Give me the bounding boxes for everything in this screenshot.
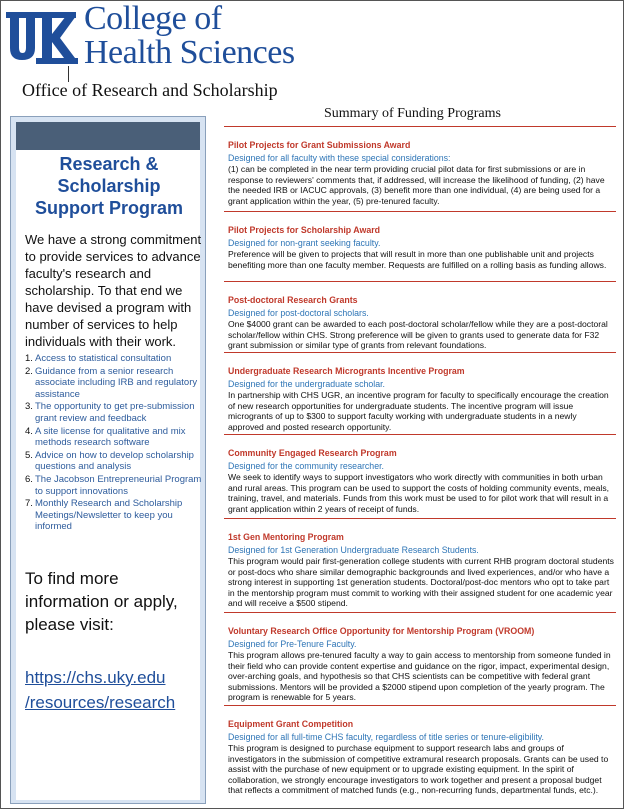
college-line-2: Health Sciences bbox=[84, 34, 295, 71]
program-title: Pilot Projects for Grant Submissions Award bbox=[228, 140, 411, 150]
list-item-number: 5. bbox=[25, 449, 33, 461]
section-rule bbox=[224, 211, 616, 212]
list-item-number: 4. bbox=[25, 425, 33, 437]
sidebar-title bbox=[11, 153, 207, 219]
section-rule bbox=[224, 281, 616, 282]
list-item bbox=[25, 366, 207, 401]
program-title: Voluntary Research Office Opportunity for Mentorship Program (VROOM) bbox=[228, 626, 535, 636]
list-item bbox=[25, 450, 207, 473]
program-body: This program would pair first-generation college students with current RHB program doctoral students or post-docs who share similar demographic backgrounds and lived experiences, and/or who have a strong interest in supporting 1st generation students. Doctoral/post-doc mentors who opt to take part in the mentorship program must commit to working with their assigned student for one academic year and will receive a $500 stipend. bbox=[228, 556, 614, 609]
section-rule bbox=[224, 612, 616, 613]
list-item-number: 7. bbox=[25, 498, 33, 510]
list-item-number: 1. bbox=[25, 353, 33, 364]
research-url-link[interactable] bbox=[25, 665, 209, 715]
list-item-label: Guidance from a senior research associate including IRB and regulatory assistance bbox=[35, 365, 198, 400]
url-line-2[interactable]: /resources/research bbox=[25, 693, 176, 712]
list-item bbox=[25, 426, 207, 449]
office-title: Office of Research and Scholarship bbox=[22, 80, 278, 100]
college-name bbox=[84, 2, 295, 70]
program-subtitle: Designed for post-doctoral scholars. bbox=[228, 308, 369, 318]
college-line-1: College of bbox=[84, 0, 222, 37]
program-body: This program is designed to purchase equipment to support research labs and groups of investigators in the submission of competitive extramural research proposals. Grants can be used to assist with the purchase of new equipment or to upgrade existing equipment. In the spirit of collaboration, we strongly encourage investigators to work together and present a proposal budget that reflects a commitment of matched funds (e.g., non-recurring funds, departmental funds, etc.). bbox=[228, 743, 609, 796]
program-subtitle: Designed for the undergraduate scholar. bbox=[228, 379, 385, 389]
url-line-1[interactable]: https://chs.uky.edu bbox=[25, 668, 166, 687]
uk-logo-icon bbox=[6, 8, 78, 68]
sidebar bbox=[10, 116, 206, 804]
program-title: Community Engaged Research Program bbox=[228, 448, 397, 458]
program-title: Pilot Projects for Scholarship Award bbox=[228, 225, 381, 235]
section-rule bbox=[224, 352, 616, 353]
program-body: We seek to identify ways to support investigators who work directly with communities in both urban and rural areas. This program can be used to support the costs of holding community events, meals, training, travel, and materials. Funds from this work must be used to for pilot work that will result in a grant application within 2 years of receipt of funds. bbox=[228, 472, 610, 514]
visit-text: To find more information or apply, please visit: bbox=[25, 569, 178, 634]
list-item bbox=[25, 498, 207, 533]
list-item-label: A site license for qualitative and mix methods research software bbox=[35, 425, 186, 449]
program-body: (1) can be completed in the near term providing crucial pilot data for first submissions or are in response to reviewers' comments that, if addressed, will increase the likelihood of funding, (2) have the needed IRB or IACUC approvals, (3) benefit more than one individual, (4) are being used for a grant application within the year, (5) pre-tenured faculty. bbox=[228, 164, 605, 206]
section-rule bbox=[224, 705, 616, 706]
list-item-number: 2. bbox=[25, 365, 33, 377]
program-subtitle: Designed for 1st Generation Undergraduate Research Students. bbox=[228, 545, 479, 555]
list-item-label: The opportunity to get pre-submission grant review and feedback bbox=[35, 401, 195, 424]
program-body: Preference will be given to projects that will result in more than one publishable unit and projects benefiting more than one faculty member. Requests are fulfilled on a rolling basis as funding allows. bbox=[228, 249, 607, 270]
program-title: Post-doctoral Research Grants bbox=[228, 295, 358, 305]
list-item-label: Advice on how to develop scholarship questions and analysis bbox=[35, 449, 194, 473]
program-subtitle: Designed for all faculty with these special considerations: bbox=[228, 153, 451, 163]
program-subtitle: Designed for non-grant seeking faculty. bbox=[228, 238, 381, 248]
program-subtitle: Designed for Pre-Tenure Faculty. bbox=[228, 639, 357, 649]
summary-heading: Summary of Funding Programs bbox=[324, 106, 501, 121]
list-item bbox=[25, 353, 207, 365]
sidebar-header-band bbox=[16, 122, 200, 150]
list-item bbox=[25, 474, 207, 497]
program-title: 1st Gen Mentoring Program bbox=[228, 532, 344, 542]
program-subtitle: Designed for all full-time CHS faculty, regardless of title series or tenure-eligibility. bbox=[228, 732, 544, 742]
list-item-label: The Jacobson Entrepreneurial Program to support innovations bbox=[35, 473, 202, 497]
program-body: One $4000 grant can be awarded to each post-doctoral scholar/fellow while they are a post-doctoral scholar/fellow within CHS. Strong preference will be given to grants used to generate data for F32 grant submission or similar type of grants from relevant foundations. bbox=[228, 319, 608, 351]
services-list bbox=[25, 353, 207, 534]
sidebar-title-line-1: Research & bbox=[59, 154, 159, 174]
sidebar-title-line-2: Scholarship bbox=[57, 176, 161, 196]
program-body: This program allows pre-tenured faculty a way to gain access to mentorship from someone funded in their field who can provide content expertise and guidance on the rigor, impact, experimental design, over-arching goals, and hypothesis so that CHS scientists can be competitive with federal grant submissions. Mentors will be provided a $2000 stipend upon completion of the yearly program. The program is renewable for 5 years. bbox=[228, 650, 611, 703]
list-item-number: 3. bbox=[25, 401, 33, 413]
program-subtitle: Designed for the community researcher. bbox=[228, 461, 384, 471]
program-title: Equipment Grant Competition bbox=[228, 719, 354, 729]
list-item bbox=[25, 401, 207, 424]
list-item-label: Access to statistical consultation bbox=[35, 353, 172, 364]
section-rule bbox=[224, 518, 616, 519]
sidebar-title-line-3: Support Program bbox=[34, 198, 183, 218]
list-item-label: Monthly Research and Scholarship Meetings/Newsletter to keep you informed bbox=[35, 498, 183, 533]
section-rule bbox=[224, 434, 616, 435]
program-body: In partnership with CHS UGR, an incentive program for faculty to specifically encourage the creation of new research opportunities for undergraduate students. The incentive program will issue microgrants of up to $300 to support faculty working with undergraduate students in a newly approved and posted research opportunity. bbox=[228, 390, 609, 432]
sidebar-intro: We have a strong commitment to provide services to advance faculty's research and scholarship. To that end we have devised a program with number of services to help individuals with their work. bbox=[25, 232, 202, 349]
program-title: Undergraduate Research Microgrants Incentive Program bbox=[228, 366, 465, 376]
section-rule bbox=[224, 126, 616, 127]
list-item-number: 6. bbox=[25, 473, 33, 485]
